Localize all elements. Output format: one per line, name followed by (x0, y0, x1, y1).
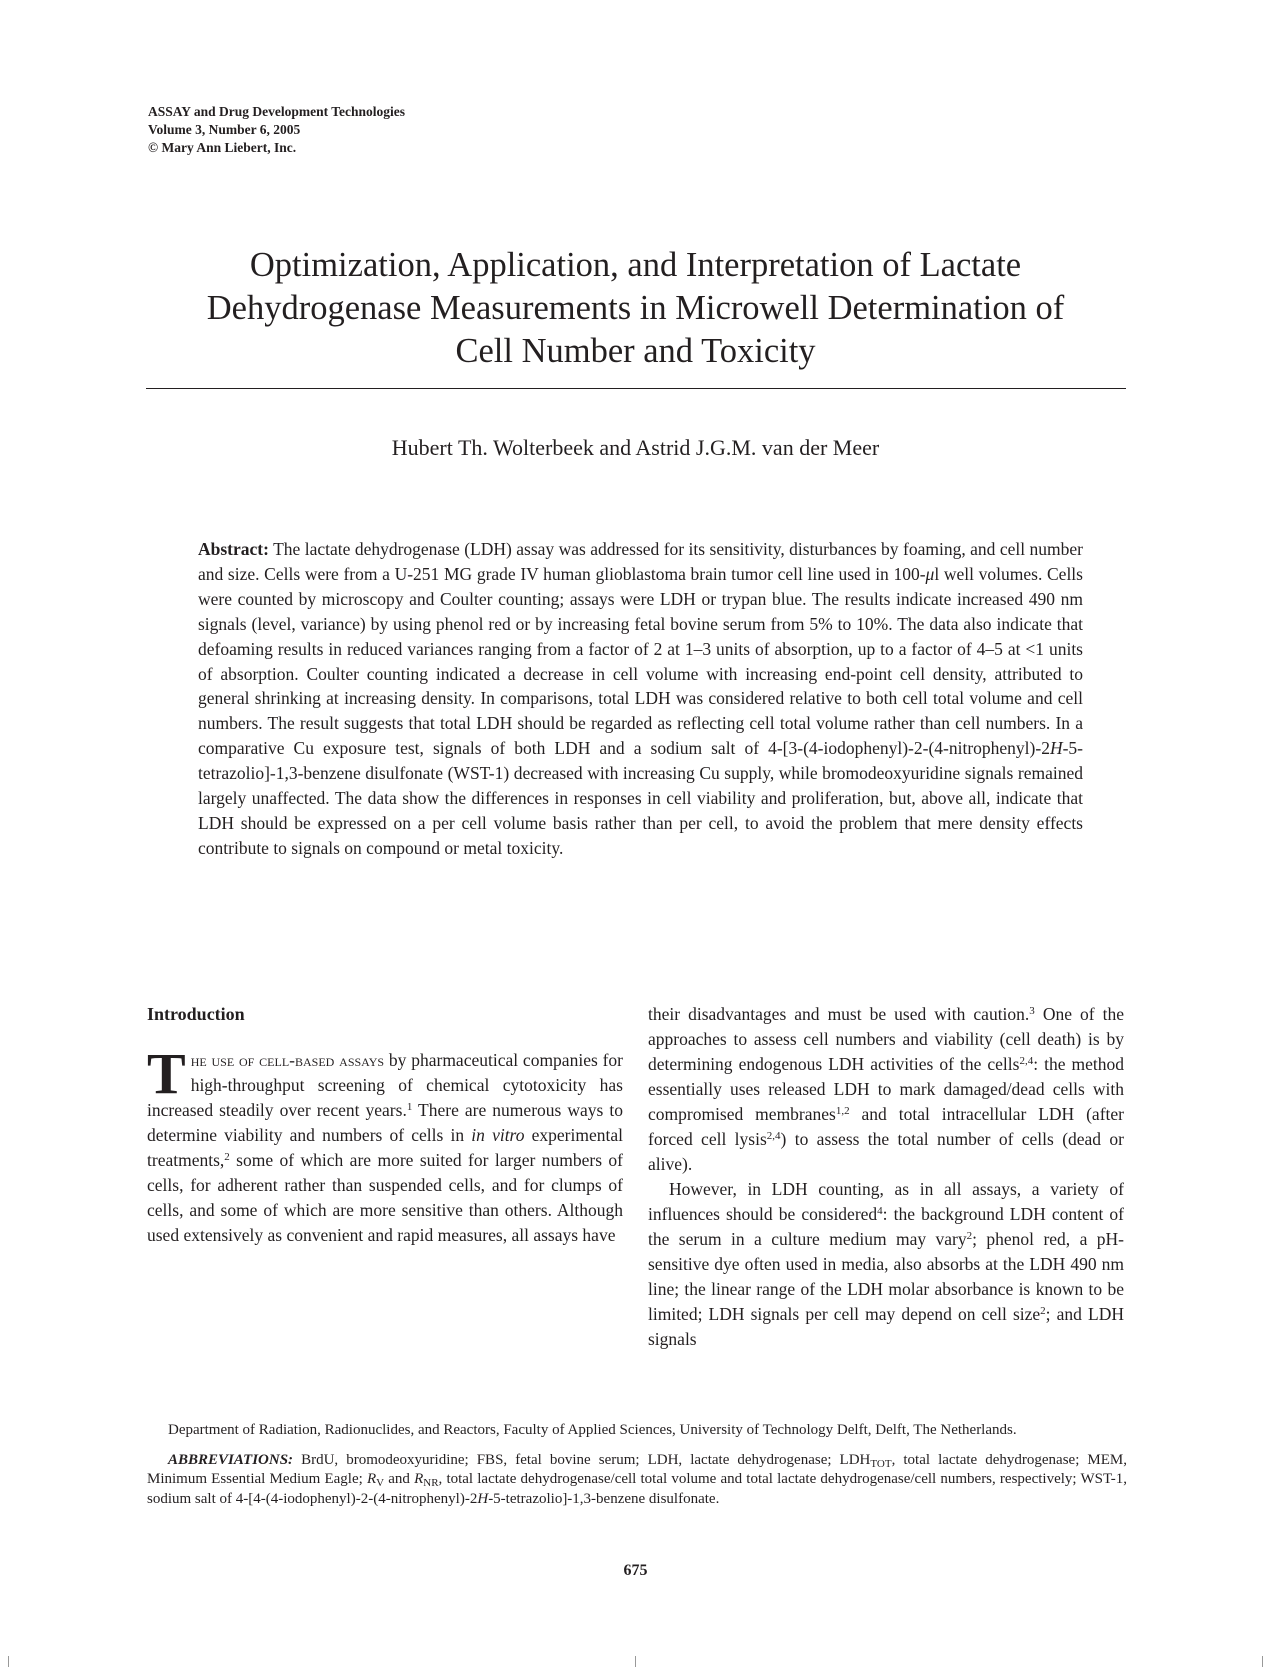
affiliation: Department of Radiation, Radionuclides, and Reactors, Faculty of Applied Sciences, University of Technology Delft, Delft, The Netherlands. (168, 1422, 1017, 1438)
footnote-text: BrdU, bromodeoxyuridine; FBS, fetal bovine serum; LDH, lactate dehydrogenase; LDH (293, 1451, 871, 1468)
body-text: ) to assess the total number of cells (dead or alive). (648, 1129, 1124, 1174)
body-text: There are numerous ways to determine viability and numbers of cells in (147, 1100, 623, 1145)
italic-symbol: R (366, 1471, 377, 1487)
italic-symbol: R (414, 1471, 424, 1487)
body-text: ; and LDH signals (648, 1304, 1124, 1349)
footnote-text: , total lactate dehydrogenase/cell total volume and total lactate dehydrogenase/cell numbers, respectively; WST-1, sodium salt of 4-[4-(4-iodophenyl)-2-(4-nitrophenyl)-2 (147, 1471, 1127, 1507)
footnote-text: and (384, 1471, 415, 1487)
journal-name: ASSAY and Drug Development Technologies (148, 104, 406, 119)
citation: 2,4 (766, 1130, 781, 1142)
intro-paragraph-1 (147, 1041, 623, 1248)
mu-symbol: μ (925, 563, 935, 584)
subscript: V (376, 1477, 385, 1489)
section-heading-introduction: Introduction (147, 1004, 245, 1024)
intro-paragraph-2 (648, 1177, 1124, 1352)
footnotes (147, 1421, 1127, 1519)
body-text: : the method essentially uses released LDH to mark damaged/dead cells with compromised membranes (648, 1054, 1124, 1124)
abstract-text: -5-tetrazolio]-1,3-benzene disulfonate (WST-1) decreased with increasing Cu supply, while bromodeoxyuridine signals remained largely unaffected. The data show the differences in responses in cell viability and proliferation, but, above all, indicate that LDH should be expressed on a per cell volume basis rather than per cell, to avoid the problem that mere density effects contribute to signals on compound or metal toxicity. (198, 738, 1083, 858)
italic-h: H (1049, 738, 1063, 759)
crop-mark (635, 1656, 636, 1667)
citation: 3 (1029, 1005, 1035, 1017)
authors: Hubert Th. Wolterbeek and Astrid J.G.M. van der Meer (391, 435, 880, 460)
citation: 2 (966, 1230, 973, 1242)
abstract-text: The lactate dehydrogenase (LDH) assay was addressed for its sensitivity, disturbances by foaming, and cell number and size. Cells were from a U-251 MG grade IV human glioblastoma brain tumor cell line used in 100- (198, 539, 1083, 584)
crop-mark (1262, 1656, 1263, 1667)
citation: 2 (224, 1151, 230, 1163)
journal-copyright: © Mary Ann Liebert, Inc. (148, 140, 297, 155)
article-title (148, 244, 1123, 373)
body-text: ; phenol red, a pH-sensitive dye often used in media, also absorbs at the LDH 490 nm line; the linear range of the LDH molar absorbance is known to be limited; LDH signals per cell may depend on cell size (648, 1229, 1124, 1324)
drop-cap: T (147, 1041, 186, 1106)
crop-mark (8, 1656, 9, 1667)
subscript: NR (423, 1477, 439, 1489)
body-text: their disadvantages and must be used with caution. (648, 1004, 1030, 1024)
italic-h: H (477, 1490, 489, 1507)
smallcaps-lead: he use of cell-based assays (190, 1050, 385, 1070)
title-line: Dehydrogenase Measurements in Microwell Determination of (206, 289, 1065, 327)
title-line: Cell Number and Toxicity (455, 332, 816, 370)
footnote-text: -5-tetrazolio]-1,3-benzene disulfonate. (488, 1490, 720, 1507)
footnote-text: , total lactate dehydrogenase; MEM, Minimum Essential Medium Eagle; (147, 1451, 1127, 1487)
intro-paragraph-1-continued (648, 1002, 1124, 1177)
abstract (198, 537, 1083, 861)
title-divider (146, 388, 1126, 389)
citation: 4 (877, 1205, 883, 1217)
body-text: However, in LDH counting, as in all assays, a variety of influences should be considered (648, 1179, 1124, 1224)
citation: 2,4 (1019, 1055, 1034, 1067)
journal-volume: Volume 3, Number 6, 2005 (148, 122, 301, 137)
subscript: TOT (870, 1457, 892, 1470)
abbreviations-label: ABBREVIATIONS: (168, 1451, 294, 1468)
citation: 1,2 (835, 1105, 850, 1117)
title-line: Optimization, Application, and Interpretation of Lactate (249, 246, 1022, 284)
body-text: experimental treatments, (147, 1125, 623, 1170)
page-number: 675 (623, 1562, 648, 1579)
body-text: : the background LDH content of the serum in a culture medium may vary (648, 1204, 1125, 1249)
column-left (147, 1002, 623, 1248)
column-right (648, 1002, 1124, 1352)
citation: 1 (406, 1101, 413, 1113)
journal-header (148, 103, 405, 157)
body-text: by pharmaceutical companies for high-throughput screening of chemical cytotoxicity has increased steadily over recent years. (147, 1050, 623, 1120)
citation: 2 (1040, 1305, 1046, 1317)
body-text: some of which are more suited for larger numbers of cells, for adherent rather than suspended cells, and for clumps of cells, and some of which are more sensitive than others. Although used extensively as convenient and rapid measures, all assays have (147, 1150, 623, 1245)
abbreviations (147, 1451, 1127, 1510)
abstract-text: l well volumes. Cells were counted by microscopy and Coulter counting; assays were LDH or trypan blue. The results indicate increased 490 nm signals (level, variance) by using phenol red or by increasing fetal bovine serum from 5% to 10%. The data also indicate that defoaming results in reduced variances ranging from a factor of 2 at 1–3 units of absorption, up to a factor of 4–5 at <1 units of absorption. Coulter counting indicated a decrease in cell volume with increasing end-point cell density, attributed to general shrinking at increasing density. In comparisons, total LDH was considered relative to both cell total volume and cell numbers. The result suggests that total LDH should be regarded as reflecting cell total volume rather than cell numbers. In a comparative Cu exposure test, signals of both LDH and a sodium salt of 4-[3-(4-iodophenyl)-2-(4-nitrophenyl)-2 (198, 563, 1083, 759)
abstract-label: Abstract: (198, 539, 269, 559)
italic-term: in vitro (471, 1125, 525, 1145)
body-text: and total intracellular LDH (after forced cell lysis (648, 1104, 1124, 1149)
body-text: One of the approaches to assess cell numbers and viability (cell death) is by determining endogenous LDH activities of the cells (648, 1004, 1124, 1074)
